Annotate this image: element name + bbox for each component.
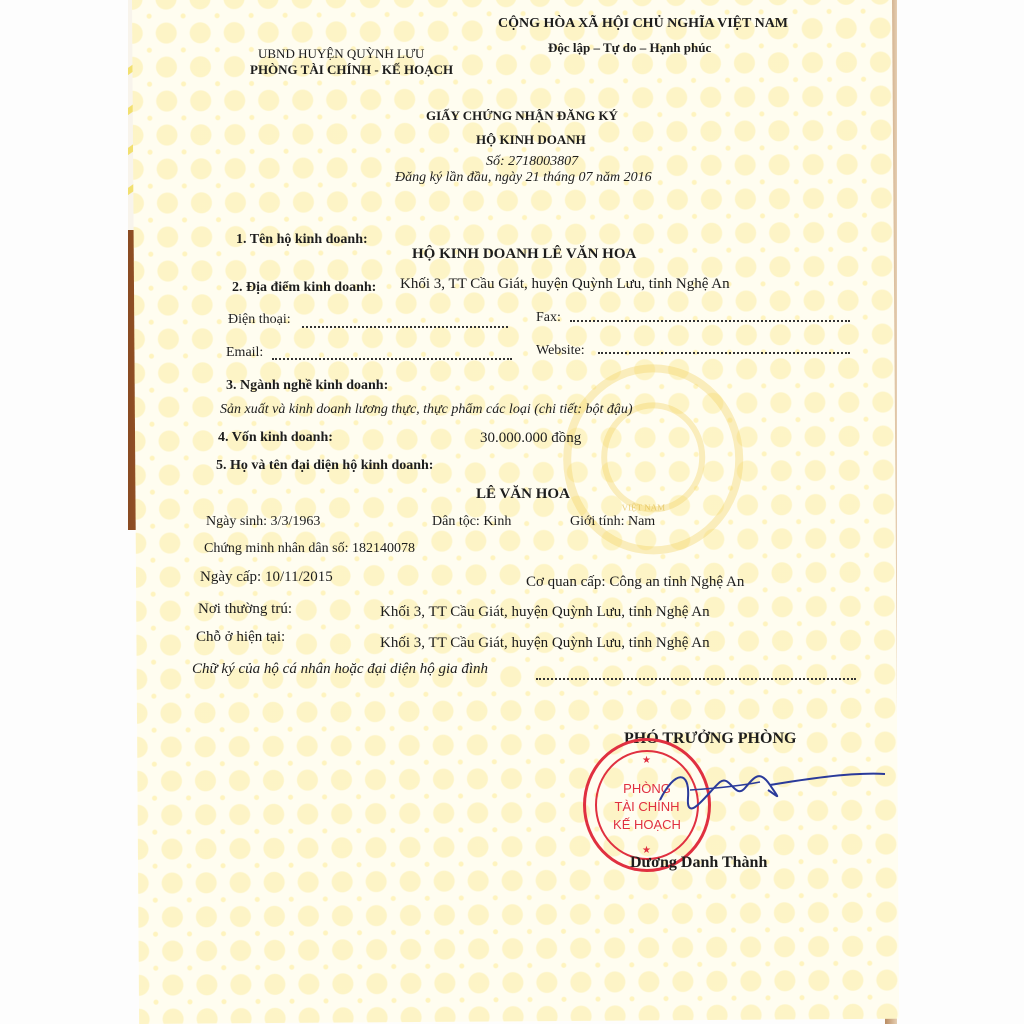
current-address-value: Khối 3, TT Cầu Giát, huyện Quỳnh Lưu, tỉnh Nghệ An	[380, 635, 710, 651]
agency-line2: PHÒNG TÀI CHÍNH - KẾ HOẠCH	[250, 62, 454, 77]
registration-date: Đăng ký lần đầu, ngày 21 tháng 07 năm 2016	[395, 170, 652, 185]
business-name-label: 1. Tên hộ kinh doanh:	[236, 232, 368, 247]
doc-title-line1: GIẤY CHỨNG NHẬN ĐĂNG KÝ	[426, 108, 618, 123]
stamp-line2: TÀI CHÍNH	[614, 799, 680, 814]
representative-name: LÊ VĂN HOA	[476, 486, 570, 502]
business-address-value: Khối 3, TT Cầu Giát, huyện Quỳnh Lưu, tỉnh Nghệ An	[400, 276, 730, 292]
doc-title-line2: HỘ KINH DOANH	[476, 132, 586, 147]
id-issue-date: Ngày cấp: 10/11/2015	[200, 569, 333, 585]
industry-label: 3. Ngành nghề kinh doanh:	[226, 378, 389, 393]
gender: Giới tính: Nam	[570, 514, 656, 529]
signature-label: Chữ ký của hộ cá nhân hoặc đại diện hộ gia đình	[192, 661, 489, 677]
permanent-address-label: Nơi thường trú:	[198, 601, 292, 617]
signature-dotted-line	[536, 678, 856, 680]
capital-value: 30.000.000 đồng	[480, 430, 582, 446]
agency-line1: UBND HUYỆN QUỲNH LƯU	[258, 46, 425, 61]
nation-line2: Độc lập – Tự do – Hạnh phúc	[548, 40, 712, 55]
website-label: Website:	[536, 343, 585, 358]
fax-dotted-line	[570, 320, 850, 322]
current-address-label: Chỗ ở hiện tại:	[196, 629, 286, 645]
ethnicity: Dân tộc: Kinh	[432, 514, 512, 529]
fax-label: Fax:	[536, 310, 561, 325]
date-of-birth: Ngày sinh: 3/3/1963	[206, 514, 321, 529]
email-dotted-line	[272, 358, 512, 360]
stamp-line3: KẾ HOẠCH	[613, 817, 681, 832]
handwritten-signature	[650, 760, 890, 820]
signoff-position: PHÓ TRƯỞNG PHÒNG	[624, 730, 797, 747]
business-address-label: 2. Địa điểm kinh doanh:	[232, 280, 377, 295]
id-issuer: Cơ quan cấp: Công an tỉnh Nghệ An	[526, 574, 745, 590]
representative-label: 5. Họ và tên đại diện hộ kinh doanh:	[216, 458, 434, 473]
emblem-text: VIỆT NAM	[621, 502, 666, 513]
phone-dotted-line	[302, 326, 508, 328]
nation-line1: CỘNG HÒA XÃ HỘI CHỦ NGHĨA VIỆT NAM	[498, 16, 789, 31]
business-name-value: HỘ KINH DOANH LÊ VĂN HOA	[412, 246, 637, 262]
industry-value: Sản xuất và kinh doanh lương thực, thực phẩm các loại (chi tiết: bột đậu)	[220, 402, 633, 417]
signer-name: Dương Danh Thành	[630, 854, 768, 871]
capital-label: 4. Vốn kinh doanh:	[218, 430, 333, 445]
email-label: Email:	[226, 345, 264, 360]
stamp-line1: PHÒNG	[623, 781, 671, 796]
phone-label: Điện thoại:	[228, 312, 291, 327]
id-number: Chứng minh nhân dân số: 182140078	[204, 541, 415, 556]
permanent-address-value: Khối 3, TT Cầu Giát, huyện Quỳnh Lưu, tỉnh Nghệ An	[380, 604, 710, 620]
website-dotted-line	[598, 352, 850, 354]
doc-number: Số: 2718003807	[486, 154, 579, 169]
red-official-stamp: ★ PHÒNG TÀI CHÍNH KẾ HOẠCH ★	[583, 738, 711, 872]
